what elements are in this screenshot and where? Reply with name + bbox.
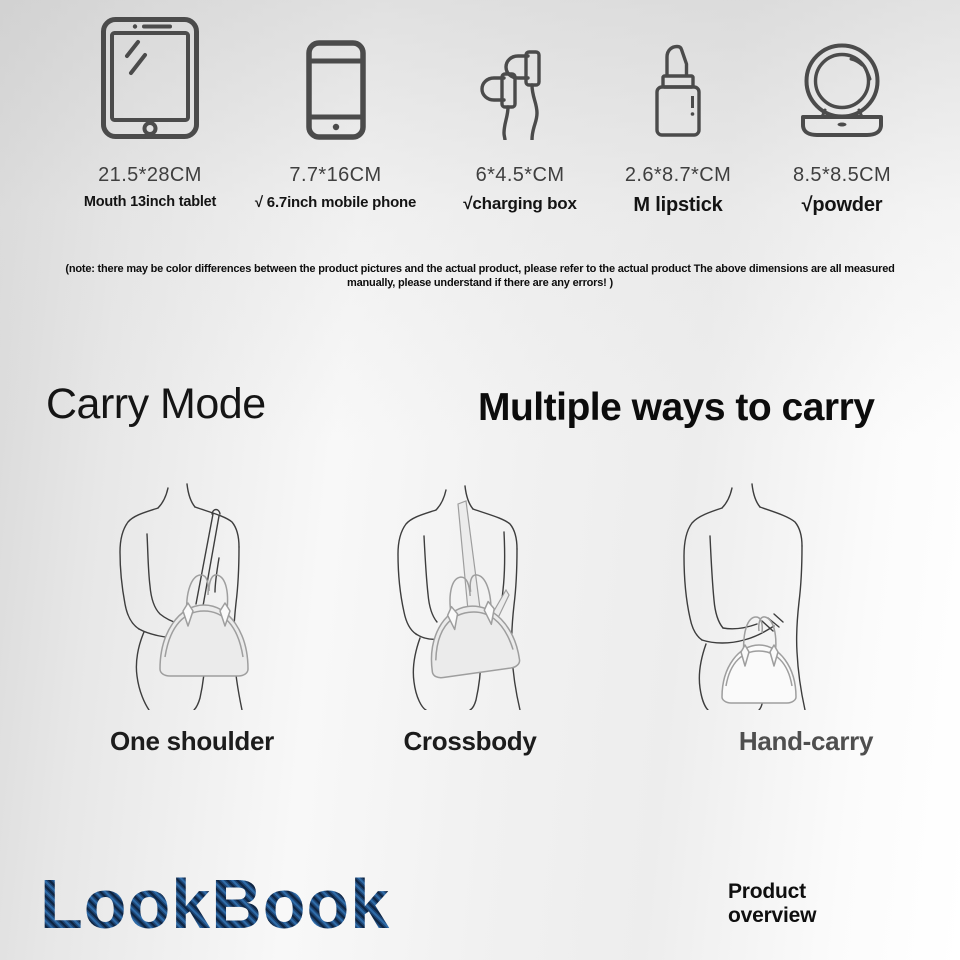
- mode-label-crossbody: Crossbody: [403, 726, 537, 756]
- size-value: 7.7*16CM: [289, 164, 382, 186]
- item-name: √powder: [801, 194, 883, 216]
- item-name: √ 6.7inch mobile phone: [254, 194, 417, 211]
- multiple-ways-title: Multiple ways to carry: [478, 386, 875, 429]
- size-item-powder-mirror: [743, 10, 941, 217]
- note-line-2: manually, please understand if there are any errors! ): [347, 277, 613, 290]
- product-overview-caption: [728, 880, 816, 927]
- one-shoulder-illustration: [92, 470, 312, 710]
- note-line-1: (note: there may be color differences between the product pictures and the actual product, please refer to the actual product The above dimensions are all measured: [65, 263, 895, 275]
- size-value: 6*4.5*CM: [475, 164, 565, 186]
- brand-logo: [38, 862, 458, 951]
- mirror-icon: [743, 10, 941, 140]
- size-item-tablet: [40, 10, 260, 210]
- size-value: 2.6*8.7*CM: [624, 164, 732, 186]
- note-text: [0, 262, 960, 291]
- item-name: M lipstick: [633, 194, 723, 216]
- mode-label-one-shoulder: One shoulder: [110, 726, 274, 756]
- brand-logo-text: LookBook: [40, 865, 391, 943]
- size-value: 8.5*8.5CM: [792, 164, 892, 186]
- size-value: 21.5*28CM: [98, 164, 202, 186]
- tablet-icon: [40, 10, 260, 140]
- item-name: √charging box: [463, 194, 577, 213]
- phone-icon: [228, 10, 443, 140]
- caption-line-2: overview: [728, 903, 817, 927]
- hand-carry-illustration: [662, 470, 882, 710]
- crossbody-illustration: [372, 470, 592, 710]
- carry-mode-title: Carry Mode: [46, 380, 266, 428]
- mode-label-hand-carry: Hand-carry: [738, 726, 874, 756]
- caption-line-1: Product: [728, 880, 806, 903]
- item-name: Mouth 13inch tablet: [83, 194, 217, 210]
- size-item-phone: [228, 10, 443, 211]
